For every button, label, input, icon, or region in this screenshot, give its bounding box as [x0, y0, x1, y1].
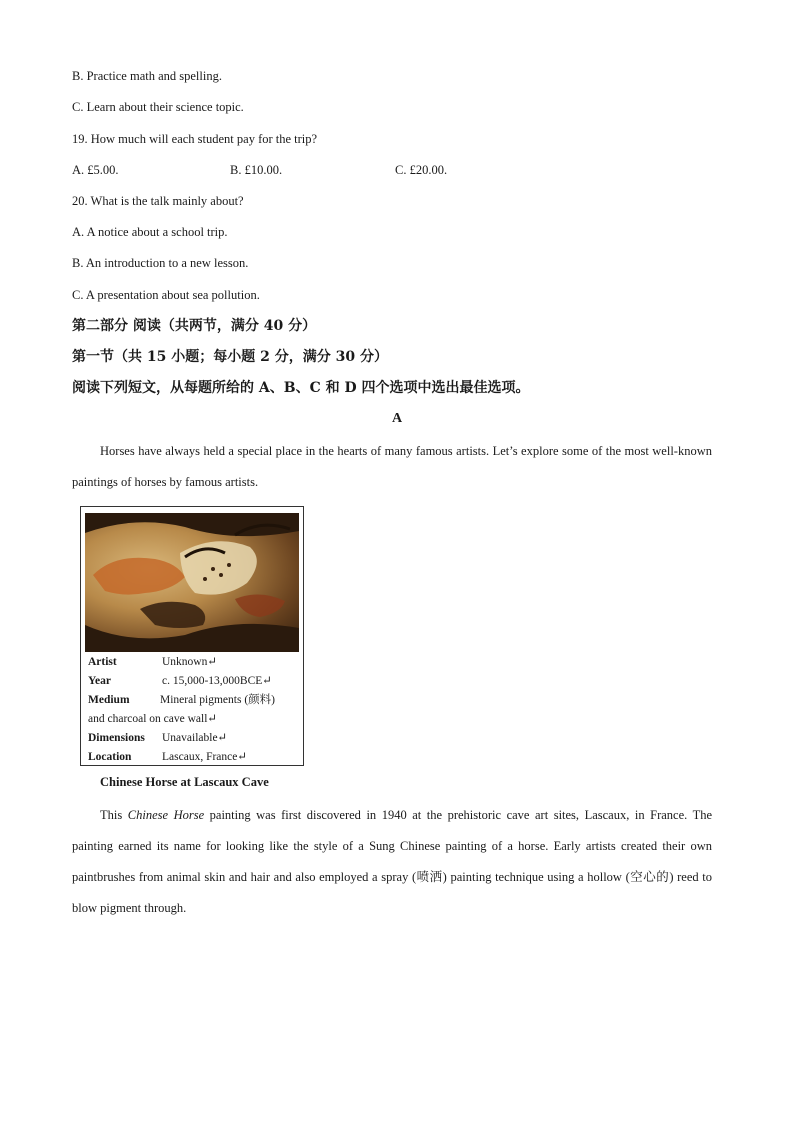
medium-label: Medium: [88, 694, 130, 706]
medium-row-2: and charcoal on cave wall↵: [88, 713, 218, 725]
medium-row: [88, 691, 300, 710]
question-19: 19. How much will each student pay for the trip?: [72, 132, 318, 146]
dimensions-label: Dimensions: [88, 732, 145, 744]
question-20-option-a: A. A notice about a school trip.: [72, 225, 228, 239]
location-label: Location: [88, 751, 132, 763]
year-label: Year: [88, 675, 111, 687]
instruction: 阅读下列短文，从每题所给的 A、B、C 和 D 四个选项中选出最佳选项。: [72, 380, 530, 396]
body-part-2: painting was first discovered in 1940 at the prehistoric cave art sites, Lascaux, in France. The painting earned its name for looking like the style of a Sung Chinese painting of a horse. Early artists created their own paintbrushes from animal skin and hair and also employed a spray (喷洒) painting technique using a hollow (空心的) reed to blow pigment through.: [72, 808, 712, 915]
location-value: Lascaux, France↵: [162, 751, 247, 763]
passage-label: A: [391, 411, 403, 426]
year-value: c. 15,000-13,000BCE↵: [162, 675, 272, 687]
option-c: C. £20.00.: [395, 163, 448, 177]
option-a: A. £5.00.: [72, 163, 119, 177]
painting-title: Chinese Horse: [127, 808, 205, 822]
body-part-1: This: [100, 808, 128, 822]
question-20-option-c: C. A presentation about sea pollution.: [72, 288, 260, 302]
subsection-heading: 第一节（共 15 小题；每小题 2 分，满分 30 分）: [72, 349, 388, 365]
cave-painting-image: [85, 513, 299, 652]
question-option-b: B. Practice math and spelling.: [72, 69, 222, 83]
question-19-options: [72, 162, 447, 178]
year-row: [88, 672, 300, 691]
artist-row: [88, 653, 300, 672]
dimensions-row: [88, 729, 300, 748]
section-heading: 第二部分 阅读（共两节，满分 40 分）: [72, 318, 317, 334]
option-b: B. £10.00.: [230, 163, 283, 177]
medium-value: Mineral pigments (颜料): [160, 694, 275, 706]
question-option-c: C. Learn about their science topic.: [72, 100, 244, 114]
dimensions-value: Unavailable↵: [162, 732, 228, 744]
artist-value: Unknown↵: [162, 656, 217, 668]
figure-caption: Chinese Horse at Lascaux Cave: [100, 775, 269, 789]
question-20-option-b: B. An introduction to a new lesson.: [72, 256, 249, 270]
artist-label: Artist: [88, 656, 117, 668]
location-row: [88, 748, 300, 767]
question-20: 20. What is the talk mainly about?: [72, 194, 244, 208]
artwork-figure: [80, 506, 304, 766]
artwork-info: [88, 653, 300, 767]
body-paragraph: [72, 800, 712, 924]
intro-paragraph: Horses have always held a special place in the hearts of many famous artists. Let’s explore some of the most well-known paintings of horses by famous artists.: [72, 444, 712, 489]
